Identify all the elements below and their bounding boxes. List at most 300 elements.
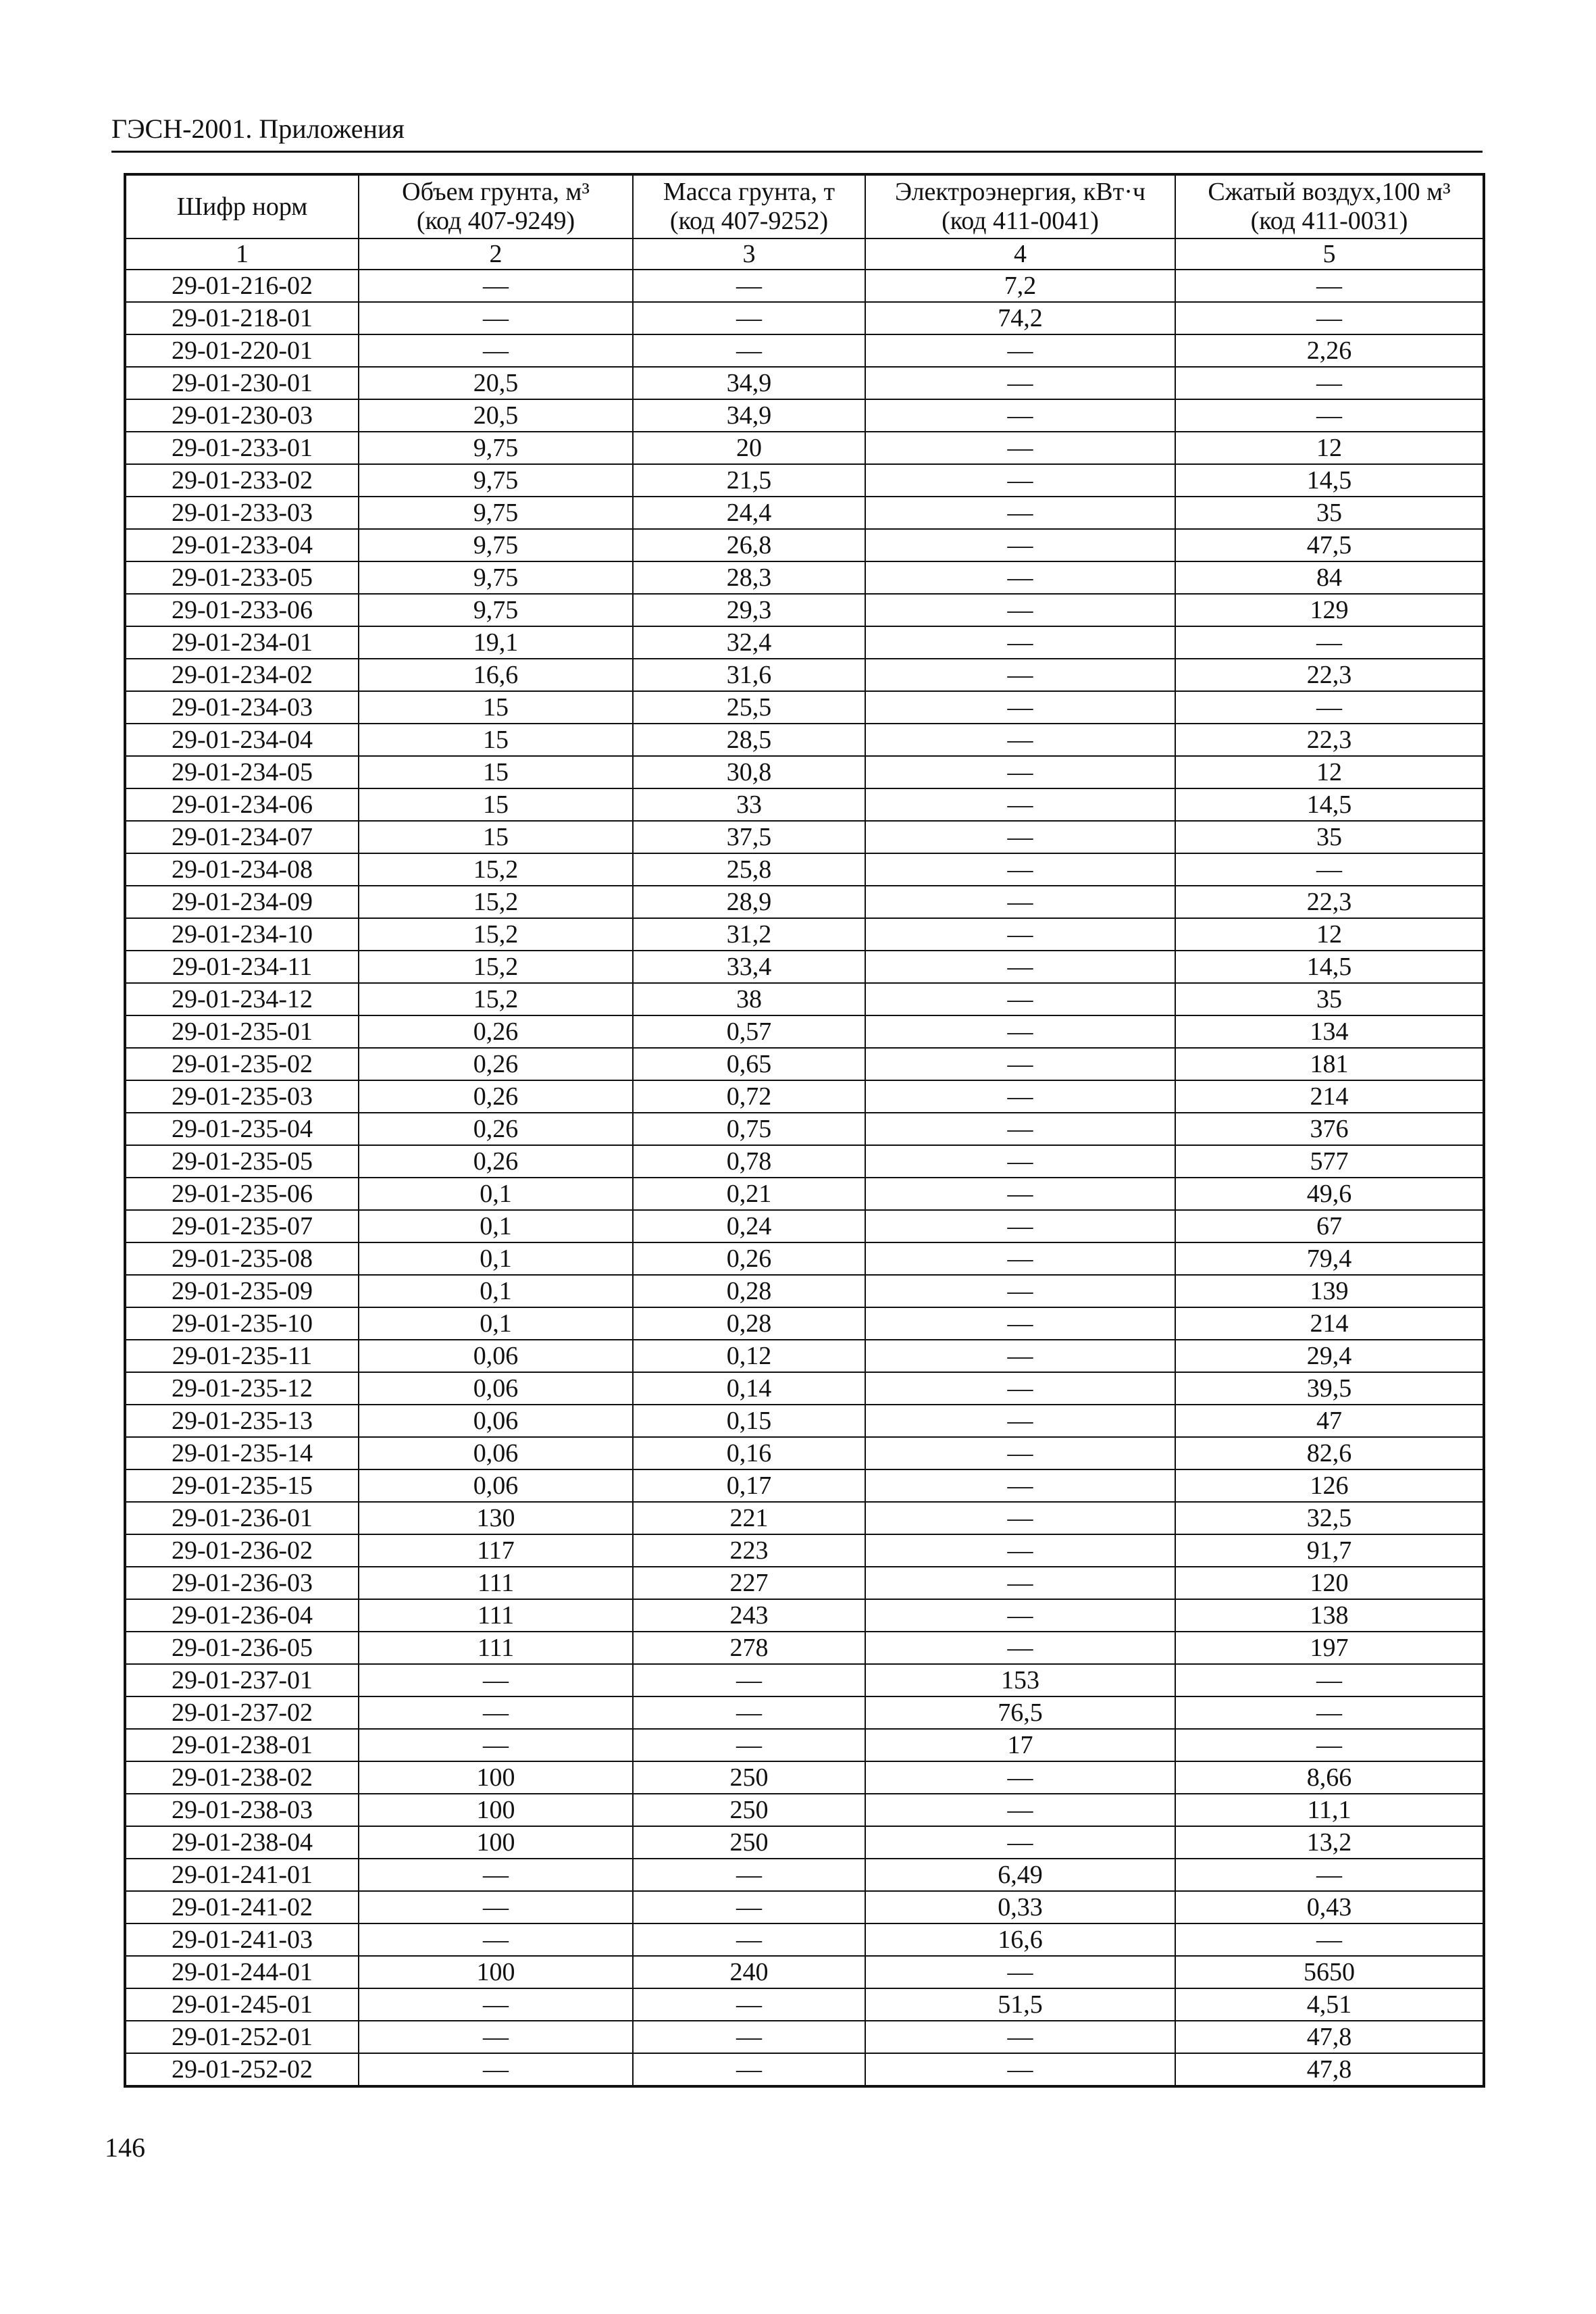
cell-norm-code: 29-01-236-01: [125, 1502, 359, 1534]
cell-norm-code: 29-01-238-03: [125, 1794, 359, 1826]
column-header-electricity: [865, 174, 1175, 238]
table-row: [125, 1794, 1484, 1826]
cell-soil-mass: —: [633, 1729, 865, 1761]
cell-electricity: —: [865, 788, 1175, 821]
column-number: 1: [125, 238, 359, 270]
column-header-line2: (код 407-9249): [416, 207, 575, 235]
cell-norm-code: 29-01-234-08: [125, 853, 359, 886]
cell-soil-mass: 26,8: [633, 529, 865, 561]
column-header-line2: (код 411-0041): [942, 207, 1099, 235]
table-row: [125, 1826, 1484, 1859]
cell-soil-volume: 100: [359, 1956, 633, 1988]
cell-norm-code: 29-01-235-12: [125, 1372, 359, 1405]
table-row: [125, 1761, 1484, 1794]
cell-soil-volume: 0,1: [359, 1210, 633, 1242]
cell-soil-mass: —: [633, 1859, 865, 1891]
cell-electricity: —: [865, 399, 1175, 432]
cell-soil-volume: —: [359, 1729, 633, 1761]
cell-electricity: 6,49: [865, 1859, 1175, 1891]
cell-soil-volume: 15,2: [359, 886, 633, 918]
cell-compressed-air: —: [1175, 1729, 1484, 1761]
cell-norm-code: 29-01-235-03: [125, 1080, 359, 1113]
cell-soil-volume: —: [359, 334, 633, 367]
cell-soil-mass: 0,28: [633, 1275, 865, 1307]
cell-soil-mass: 20: [633, 432, 865, 464]
cell-norm-code: 29-01-234-03: [125, 691, 359, 724]
cell-compressed-air: 134: [1175, 1015, 1484, 1048]
cell-soil-volume: 111: [359, 1599, 633, 1632]
cell-soil-volume: 15,2: [359, 918, 633, 951]
cell-compressed-air: 197: [1175, 1632, 1484, 1664]
table-row: [125, 1923, 1484, 1956]
cell-soil-mass: 28,9: [633, 886, 865, 918]
table-row: [125, 1307, 1484, 1340]
cell-electricity: —: [865, 1113, 1175, 1145]
table-row: [125, 1664, 1484, 1696]
table-row: [125, 1340, 1484, 1372]
cell-compressed-air: 138: [1175, 1599, 1484, 1632]
cell-compressed-air: 22,3: [1175, 886, 1484, 918]
cell-norm-code: 29-01-241-01: [125, 1859, 359, 1891]
cell-norm-code: 29-01-235-11: [125, 1340, 359, 1372]
cell-soil-volume: 100: [359, 1826, 633, 1859]
cell-electricity: —: [865, 1275, 1175, 1307]
cell-soil-mass: 0,14: [633, 1372, 865, 1405]
cell-norm-code: 29-01-235-08: [125, 1242, 359, 1275]
cell-soil-mass: 32,4: [633, 626, 865, 659]
cell-soil-volume: 15: [359, 756, 633, 788]
cell-compressed-air: 22,3: [1175, 659, 1484, 691]
cell-electricity: —: [865, 886, 1175, 918]
cell-soil-mass: —: [633, 302, 865, 334]
cell-electricity: —: [865, 1145, 1175, 1178]
cell-soil-mass: 278: [633, 1632, 865, 1664]
cell-compressed-air: 2,26: [1175, 334, 1484, 367]
cell-electricity: —: [865, 1469, 1175, 1502]
cell-electricity: —: [865, 1599, 1175, 1632]
cell-soil-volume: 0,1: [359, 1307, 633, 1340]
column-number: 5: [1175, 238, 1484, 270]
cell-norm-code: 29-01-236-04: [125, 1599, 359, 1632]
cell-electricity: —: [865, 1956, 1175, 1988]
cell-norm-code: 29-01-233-04: [125, 529, 359, 561]
cell-electricity: —: [865, 1794, 1175, 1826]
cell-electricity: 17: [865, 1729, 1175, 1761]
cell-compressed-air: 47,8: [1175, 2053, 1484, 2086]
cell-electricity: 16,6: [865, 1923, 1175, 1956]
cell-compressed-air: 32,5: [1175, 1502, 1484, 1534]
cell-norm-code: 29-01-237-02: [125, 1696, 359, 1729]
cell-soil-volume: 9,75: [359, 464, 633, 497]
cell-electricity: —: [865, 1340, 1175, 1372]
cell-compressed-air: 214: [1175, 1080, 1484, 1113]
cell-soil-mass: 31,6: [633, 659, 865, 691]
cell-compressed-air: —: [1175, 626, 1484, 659]
cell-soil-mass: —: [633, 2021, 865, 2053]
cell-compressed-air: 0,43: [1175, 1891, 1484, 1923]
column-number: 4: [865, 238, 1175, 270]
table-row: [125, 529, 1484, 561]
cell-norm-code: 29-01-234-07: [125, 821, 359, 853]
cell-electricity: —: [865, 1437, 1175, 1469]
cell-electricity: —: [865, 691, 1175, 724]
cell-soil-volume: 130: [359, 1502, 633, 1534]
cell-norm-code: 29-01-235-09: [125, 1275, 359, 1307]
cell-soil-volume: 9,75: [359, 529, 633, 561]
cell-soil-mass: 24,4: [633, 497, 865, 529]
cell-norm-code: 29-01-216-02: [125, 270, 359, 302]
cell-soil-volume: 0,06: [359, 1372, 633, 1405]
cell-compressed-air: 79,4: [1175, 1242, 1484, 1275]
cell-soil-volume: —: [359, 2053, 633, 2086]
cell-soil-volume: 0,1: [359, 1178, 633, 1210]
table-row: [125, 1696, 1484, 1729]
table-row: [125, 1048, 1484, 1080]
cell-norm-code: 29-01-245-01: [125, 1988, 359, 2021]
norm-table: [124, 173, 1485, 2088]
cell-compressed-air: —: [1175, 1859, 1484, 1891]
table-row: [125, 1469, 1484, 1502]
cell-norm-code: 29-01-235-02: [125, 1048, 359, 1080]
cell-soil-volume: 9,75: [359, 432, 633, 464]
cell-soil-volume: 15: [359, 724, 633, 756]
cell-compressed-air: 35: [1175, 821, 1484, 853]
column-header-line1: Объем грунта, м³: [402, 178, 590, 206]
cell-compressed-air: —: [1175, 367, 1484, 399]
cell-electricity: —: [865, 561, 1175, 594]
cell-norm-code: 29-01-234-10: [125, 918, 359, 951]
table-row: [125, 1988, 1484, 2021]
table-row: [125, 1275, 1484, 1307]
table-row: [125, 1502, 1484, 1534]
cell-norm-code: 29-01-235-10: [125, 1307, 359, 1340]
column-header-compressed-air: [1175, 174, 1484, 238]
cell-electricity: —: [865, 626, 1175, 659]
cell-soil-mass: —: [633, 1664, 865, 1696]
cell-norm-code: 29-01-234-01: [125, 626, 359, 659]
cell-electricity: 153: [865, 1664, 1175, 1696]
cell-norm-code: 29-01-235-07: [125, 1210, 359, 1242]
table-body: [125, 238, 1484, 2086]
cell-norm-code: 29-01-234-05: [125, 756, 359, 788]
cell-electricity: —: [865, 724, 1175, 756]
cell-compressed-air: 14,5: [1175, 464, 1484, 497]
cell-soil-mass: 30,8: [633, 756, 865, 788]
cell-soil-mass: 28,5: [633, 724, 865, 756]
column-header-line1: Шифр норм: [176, 192, 308, 221]
cell-compressed-air: 126: [1175, 1469, 1484, 1502]
cell-soil-mass: 0,28: [633, 1307, 865, 1340]
table-row: [125, 691, 1484, 724]
table-row: [125, 659, 1484, 691]
cell-soil-volume: —: [359, 1891, 633, 1923]
cell-norm-code: 29-01-233-06: [125, 594, 359, 626]
table-row: [125, 1859, 1484, 1891]
cell-norm-code: 29-01-235-14: [125, 1437, 359, 1469]
cell-soil-mass: 0,65: [633, 1048, 865, 1080]
table-row: [125, 497, 1484, 529]
cell-soil-volume: 0,06: [359, 1340, 633, 1372]
cell-soil-mass: 0,57: [633, 1015, 865, 1048]
cell-electricity: —: [865, 1502, 1175, 1534]
table-row: [125, 983, 1484, 1015]
cell-soil-mass: 29,3: [633, 594, 865, 626]
table-row: [125, 1113, 1484, 1145]
cell-electricity: —: [865, 918, 1175, 951]
cell-norm-code: 29-01-235-01: [125, 1015, 359, 1048]
cell-soil-volume: 100: [359, 1794, 633, 1826]
cell-compressed-air: 214: [1175, 1307, 1484, 1340]
column-number-row: [125, 238, 1484, 270]
cell-electricity: —: [865, 1826, 1175, 1859]
cell-compressed-air: —: [1175, 691, 1484, 724]
cell-norm-code: 29-01-230-01: [125, 367, 359, 399]
cell-compressed-air: 577: [1175, 1145, 1484, 1178]
cell-electricity: —: [865, 659, 1175, 691]
cell-electricity: —: [865, 432, 1175, 464]
cell-soil-mass: 250: [633, 1826, 865, 1859]
cell-soil-volume: 19,1: [359, 626, 633, 659]
cell-soil-mass: 0,78: [633, 1145, 865, 1178]
table-row: [125, 2053, 1484, 2086]
cell-soil-mass: 0,26: [633, 1242, 865, 1275]
cell-soil-volume: 9,75: [359, 497, 633, 529]
cell-compressed-air: —: [1175, 1923, 1484, 1956]
cell-soil-volume: 16,6: [359, 659, 633, 691]
column-header-code: [125, 174, 359, 238]
table-row: [125, 1567, 1484, 1599]
table-row: [125, 1372, 1484, 1405]
table-row: [125, 821, 1484, 853]
cell-electricity: —: [865, 1761, 1175, 1794]
cell-compressed-air: 5650: [1175, 1956, 1484, 1988]
cell-compressed-air: —: [1175, 399, 1484, 432]
table-row: [125, 1210, 1484, 1242]
cell-norm-code: 29-01-236-05: [125, 1632, 359, 1664]
cell-soil-volume: —: [359, 2021, 633, 2053]
column-header-line1: Масса грунта, т: [663, 178, 835, 206]
table-row: [125, 2021, 1484, 2053]
cell-electricity: —: [865, 1405, 1175, 1437]
cell-compressed-air: 376: [1175, 1113, 1484, 1145]
table-row: [125, 756, 1484, 788]
table-row: [125, 464, 1484, 497]
cell-soil-mass: 0,12: [633, 1340, 865, 1372]
cell-soil-volume: —: [359, 1696, 633, 1729]
cell-compressed-air: 82,6: [1175, 1437, 1484, 1469]
cell-norm-code: 29-01-241-02: [125, 1891, 359, 1923]
cell-electricity: 74,2: [865, 302, 1175, 334]
cell-soil-mass: 25,5: [633, 691, 865, 724]
cell-compressed-air: —: [1175, 1696, 1484, 1729]
table-row: [125, 951, 1484, 983]
cell-soil-mass: 0,15: [633, 1405, 865, 1437]
cell-soil-mass: 221: [633, 1502, 865, 1534]
cell-compressed-air: 84: [1175, 561, 1484, 594]
table-row: [125, 1891, 1484, 1923]
table-row: [125, 918, 1484, 951]
cell-soil-volume: 0,06: [359, 1437, 633, 1469]
cell-soil-mass: —: [633, 1696, 865, 1729]
cell-electricity: —: [865, 2053, 1175, 2086]
cell-norm-code: 29-01-234-11: [125, 951, 359, 983]
table-row: [125, 270, 1484, 302]
cell-compressed-air: 49,6: [1175, 1178, 1484, 1210]
cell-norm-code: 29-01-235-06: [125, 1178, 359, 1210]
cell-electricity: —: [865, 853, 1175, 886]
table-row: [125, 561, 1484, 594]
table-row: [125, 1145, 1484, 1178]
cell-compressed-air: 47,8: [1175, 2021, 1484, 2053]
cell-compressed-air: 11,1: [1175, 1794, 1484, 1826]
cell-norm-code: 29-01-234-09: [125, 886, 359, 918]
table-row: [125, 1632, 1484, 1664]
page-number: 146: [105, 2132, 145, 2163]
cell-soil-mass: 33,4: [633, 951, 865, 983]
cell-soil-mass: —: [633, 270, 865, 302]
cell-soil-volume: 0,26: [359, 1113, 633, 1145]
cell-soil-volume: 100: [359, 1761, 633, 1794]
cell-soil-volume: 0,26: [359, 1048, 633, 1080]
cell-soil-mass: 250: [633, 1761, 865, 1794]
cell-soil-mass: 0,75: [633, 1113, 865, 1145]
cell-compressed-air: —: [1175, 270, 1484, 302]
cell-soil-mass: 250: [633, 1794, 865, 1826]
cell-electricity: —: [865, 1242, 1175, 1275]
cell-norm-code: 29-01-238-02: [125, 1761, 359, 1794]
cell-electricity: —: [865, 464, 1175, 497]
cell-soil-volume: 0,06: [359, 1405, 633, 1437]
cell-electricity: —: [865, 1210, 1175, 1242]
cell-electricity: 7,2: [865, 270, 1175, 302]
table-row: [125, 594, 1484, 626]
cell-soil-volume: 15: [359, 821, 633, 853]
cell-compressed-air: 35: [1175, 497, 1484, 529]
cell-compressed-air: —: [1175, 302, 1484, 334]
cell-norm-code: 29-01-235-04: [125, 1113, 359, 1145]
cell-compressed-air: 22,3: [1175, 724, 1484, 756]
column-header-line1: Сжатый воздух,100 м³: [1208, 178, 1451, 206]
cell-soil-volume: 20,5: [359, 399, 633, 432]
cell-norm-code: 29-01-234-04: [125, 724, 359, 756]
cell-electricity: —: [865, 983, 1175, 1015]
cell-norm-code: 29-01-235-15: [125, 1469, 359, 1502]
cell-soil-mass: 25,8: [633, 853, 865, 886]
cell-electricity: 51,5: [865, 1988, 1175, 2021]
table-row: [125, 334, 1484, 367]
cell-compressed-air: 67: [1175, 1210, 1484, 1242]
cell-norm-code: 29-01-252-02: [125, 2053, 359, 2086]
cell-norm-code: 29-01-236-03: [125, 1567, 359, 1599]
cell-electricity: —: [865, 1080, 1175, 1113]
cell-electricity: —: [865, 1372, 1175, 1405]
cell-soil-volume: 15,2: [359, 983, 633, 1015]
cell-norm-code: 29-01-230-03: [125, 399, 359, 432]
cell-compressed-air: —: [1175, 853, 1484, 886]
cell-soil-volume: 9,75: [359, 561, 633, 594]
cell-norm-code: 29-01-218-01: [125, 302, 359, 334]
table-row: [125, 432, 1484, 464]
cell-soil-volume: 20,5: [359, 367, 633, 399]
cell-norm-code: 29-01-234-12: [125, 983, 359, 1015]
cell-soil-mass: 0,16: [633, 1437, 865, 1469]
cell-soil-mass: 33: [633, 788, 865, 821]
page-header: [111, 111, 1483, 153]
table-row: [125, 626, 1484, 659]
cell-electricity: —: [865, 594, 1175, 626]
table-row: [125, 886, 1484, 918]
table-row: [125, 1178, 1484, 1210]
cell-electricity: —: [865, 334, 1175, 367]
cell-soil-volume: 15,2: [359, 853, 633, 886]
cell-norm-code: 29-01-238-01: [125, 1729, 359, 1761]
cell-soil-mass: 227: [633, 1567, 865, 1599]
cell-soil-volume: —: [359, 1923, 633, 1956]
cell-norm-code: 29-01-252-01: [125, 2021, 359, 2053]
table-row: [125, 1599, 1484, 1632]
cell-soil-mass: —: [633, 334, 865, 367]
table-row: [125, 399, 1484, 432]
cell-compressed-air: 129: [1175, 594, 1484, 626]
cell-norm-code: 29-01-233-01: [125, 432, 359, 464]
cell-soil-mass: 243: [633, 1599, 865, 1632]
cell-soil-mass: —: [633, 1891, 865, 1923]
table-row: [125, 1729, 1484, 1761]
cell-norm-code: 29-01-238-04: [125, 1826, 359, 1859]
cell-electricity: —: [865, 2021, 1175, 2053]
cell-soil-mass: 240: [633, 1956, 865, 1988]
page-header-title: ГЭСН-2001. Приложения: [111, 114, 405, 144]
table-row: [125, 1956, 1484, 1988]
cell-soil-volume: 15: [359, 691, 633, 724]
cell-soil-volume: 15: [359, 788, 633, 821]
cell-soil-mass: 28,3: [633, 561, 865, 594]
cell-soil-mass: —: [633, 1988, 865, 2021]
cell-electricity: —: [865, 821, 1175, 853]
cell-soil-mass: 0,17: [633, 1469, 865, 1502]
cell-soil-volume: —: [359, 270, 633, 302]
cell-norm-code: 29-01-220-01: [125, 334, 359, 367]
cell-electricity: —: [865, 1015, 1175, 1048]
cell-soil-volume: 0,1: [359, 1242, 633, 1275]
cell-compressed-air: 4,51: [1175, 1988, 1484, 2021]
cell-compressed-air: 12: [1175, 918, 1484, 951]
cell-soil-volume: 9,75: [359, 594, 633, 626]
cell-norm-code: 29-01-233-03: [125, 497, 359, 529]
cell-soil-mass: 38: [633, 983, 865, 1015]
column-header-line1: Электроэнергия, кВт·ч: [894, 178, 1145, 206]
table-row: [125, 788, 1484, 821]
cell-electricity: —: [865, 756, 1175, 788]
cell-soil-mass: 34,9: [633, 399, 865, 432]
cell-soil-volume: 111: [359, 1632, 633, 1664]
cell-compressed-air: 120: [1175, 1567, 1484, 1599]
cell-compressed-air: 29,4: [1175, 1340, 1484, 1372]
cell-soil-volume: 0,26: [359, 1145, 633, 1178]
cell-electricity: —: [865, 1567, 1175, 1599]
cell-norm-code: 29-01-233-02: [125, 464, 359, 497]
cell-compressed-air: —: [1175, 1664, 1484, 1696]
table-row: [125, 1437, 1484, 1469]
cell-norm-code: 29-01-235-05: [125, 1145, 359, 1178]
cell-norm-code: 29-01-235-13: [125, 1405, 359, 1437]
table-row: [125, 1242, 1484, 1275]
cell-soil-mass: 31,2: [633, 918, 865, 951]
cell-compressed-air: 8,66: [1175, 1761, 1484, 1794]
column-header-soil-mass: [633, 174, 865, 238]
cell-soil-volume: 0,26: [359, 1015, 633, 1048]
cell-soil-volume: 0,26: [359, 1080, 633, 1113]
